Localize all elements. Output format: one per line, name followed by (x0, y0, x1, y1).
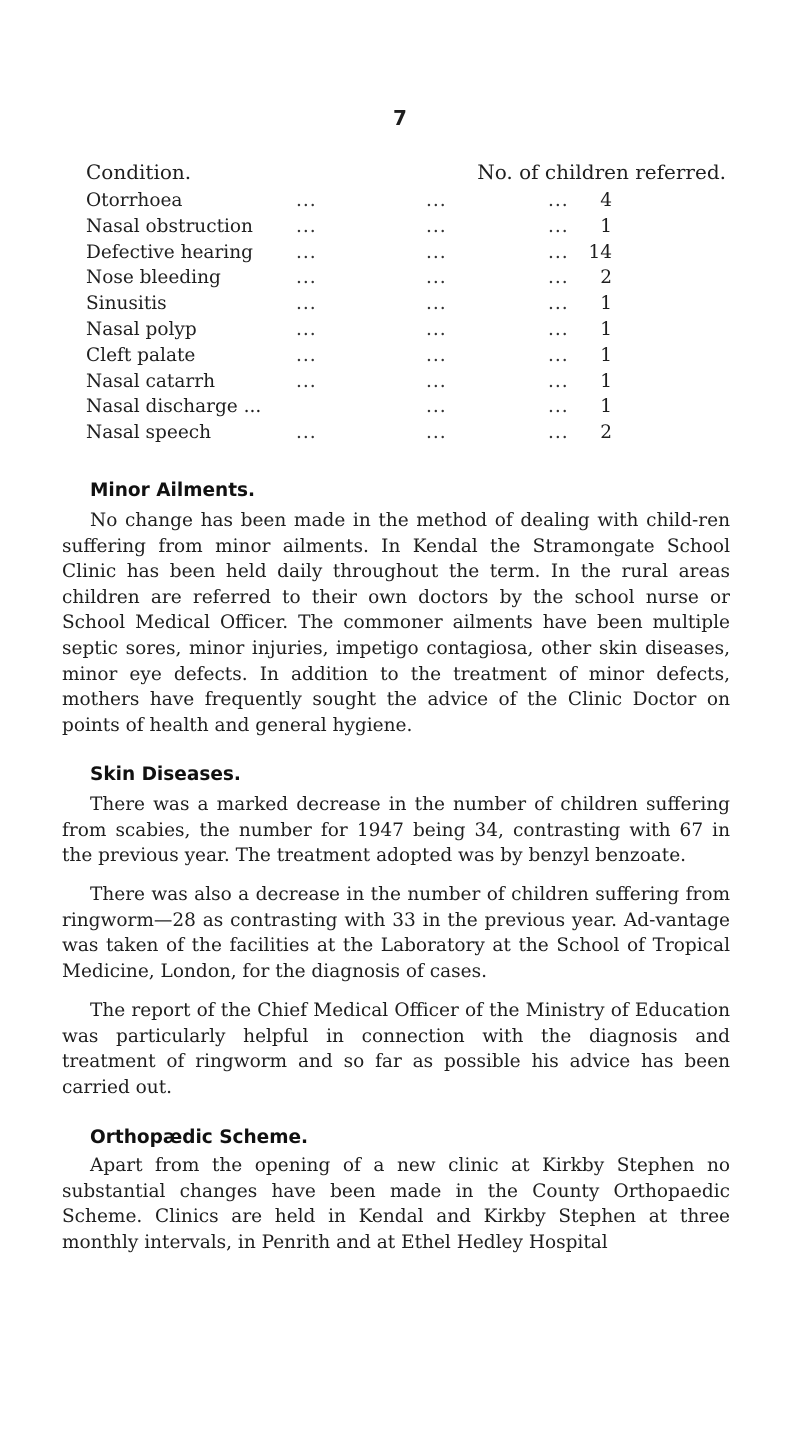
referred-count: 1 (600, 396, 612, 418)
leader-dots: ... (296, 318, 317, 340)
table-row (86, 293, 726, 319)
orthopaedic-scheme-heading: Orthopædic Scheme. (90, 1127, 309, 1148)
leader-dots: ... (426, 422, 447, 444)
table-row (86, 319, 726, 345)
referred-count: 2 (600, 267, 612, 289)
leader-dots: ... (426, 293, 447, 315)
leader-dots: ... (548, 422, 569, 444)
leader-dots: ... (426, 190, 447, 211)
leader-dots: ... (426, 267, 447, 289)
table-row (86, 371, 726, 397)
condition-name: Nasal discharge ... (86, 396, 262, 418)
leader-dots: ... (426, 396, 447, 418)
skin-diseases-paragraph-1: There was a marked decrease in the number of children suffering from scabies, the number for 1947 being 34, contrasting with 67 in the previous year. The treatment adopted was by benzyl benzoate. (62, 794, 730, 867)
table-row (86, 267, 726, 293)
skin-diseases-paragraph-3: The report of the Chief Medical Officer of the Ministry of Education was particularly helpful in connection with the diagnosis and treatment of ringworm and so far as possible his advice has been carried out. (62, 1000, 730, 1098)
leader-dots: ... (548, 190, 569, 211)
leader-dots: ... (426, 318, 447, 340)
leader-dots: ... (426, 215, 447, 237)
leader-dots: ... (296, 215, 317, 237)
condition-name: Sinusitis (86, 293, 167, 315)
leader-dots: ... (548, 318, 569, 340)
table-header (86, 160, 726, 188)
condition-name: Cleft palate (86, 344, 196, 366)
skin-diseases-paragraph-2: There was also a decrease in the number of children suffering from ringworm—28 as contrasting with 33 in the previous year. Ad-vantage was taken of the facilities at the Laboratory at the School of Tropical Medicine, London, for the diagnosis of cases. (62, 884, 730, 982)
minor-ailments-paragraph: No change has been made in the method of dealing with child-ren suffering from minor ailments. In Kendal the Stramongate School Clinic has been held daily throughout the term. In the rural areas children are referred to their own doctors by the school nurse or School Medical Officer. The commoner ailments have been multiple septic sores, minor injuries, impetigo contagiosa, other skin diseases, minor eye defects. In addition to the treatment of minor defects, mothers have frequently sought the advice of the Clinic Doctor on points of health and general hygiene. (62, 510, 730, 736)
skin-diseases-heading: Skin Diseases. (90, 764, 241, 785)
referred-count: 14 (588, 241, 612, 263)
leader-dots: ... (548, 344, 569, 366)
referred-count: 1 (600, 318, 612, 340)
referred-count: 1 (600, 293, 612, 315)
leader-dots: ... (296, 190, 317, 211)
leader-dots: ... (548, 215, 569, 237)
referred-count: 2 (600, 422, 612, 444)
table-row (86, 345, 726, 371)
condition-name: Nasal obstruction (86, 215, 253, 237)
leader-dots: ... (548, 293, 569, 315)
leader-dots: ... (296, 422, 317, 444)
leader-dots: ... (426, 344, 447, 366)
table-row (86, 242, 726, 268)
referred-count: 4 (600, 190, 612, 211)
leader-dots: ... (426, 370, 447, 392)
leader-dots: ... (548, 370, 569, 392)
page-number: 7 (393, 106, 407, 130)
leader-dots: ... (426, 241, 447, 263)
condition-name: Otorrhoea (86, 190, 183, 211)
leader-dots: ... (296, 370, 317, 392)
table-row (86, 216, 726, 242)
referred-count: 1 (600, 215, 612, 237)
condition-name: Nasal polyp (86, 318, 197, 340)
leader-dots: ... (296, 293, 317, 315)
leader-dots: ... (296, 241, 317, 263)
count-column-header: No. of children referred. (477, 160, 726, 184)
referred-count: 1 (600, 370, 612, 392)
leader-dots: ... (548, 241, 569, 263)
table-row (86, 190, 726, 216)
condition-name: Nose bleeding (86, 267, 221, 289)
condition-name: Nasal speech (86, 422, 212, 444)
leader-dots: ... (296, 267, 317, 289)
minor-ailments-heading: Minor Ailments. (90, 480, 256, 501)
leader-dots: ... (548, 267, 569, 289)
referred-count: 1 (600, 344, 612, 366)
condition-column-header: Condition. (86, 160, 192, 184)
leader-dots: ... (296, 344, 317, 366)
table-row (86, 422, 726, 448)
table-row (86, 396, 726, 422)
leader-dots: ... (548, 396, 569, 418)
orthopaedic-scheme-paragraph: Apart from the opening of a new clinic at Kirkby Stephen no substantial changes have been made in the County Orthopaedic Scheme. Clinics are held in Kendal and Kirkby Stephen at three monthly intervals, in Penrith and at Ethel Hedley Hospital (62, 1155, 730, 1253)
condition-name: Defective hearing (86, 241, 253, 263)
conditions-table (86, 190, 726, 448)
condition-name: Nasal catarrh (86, 370, 215, 392)
